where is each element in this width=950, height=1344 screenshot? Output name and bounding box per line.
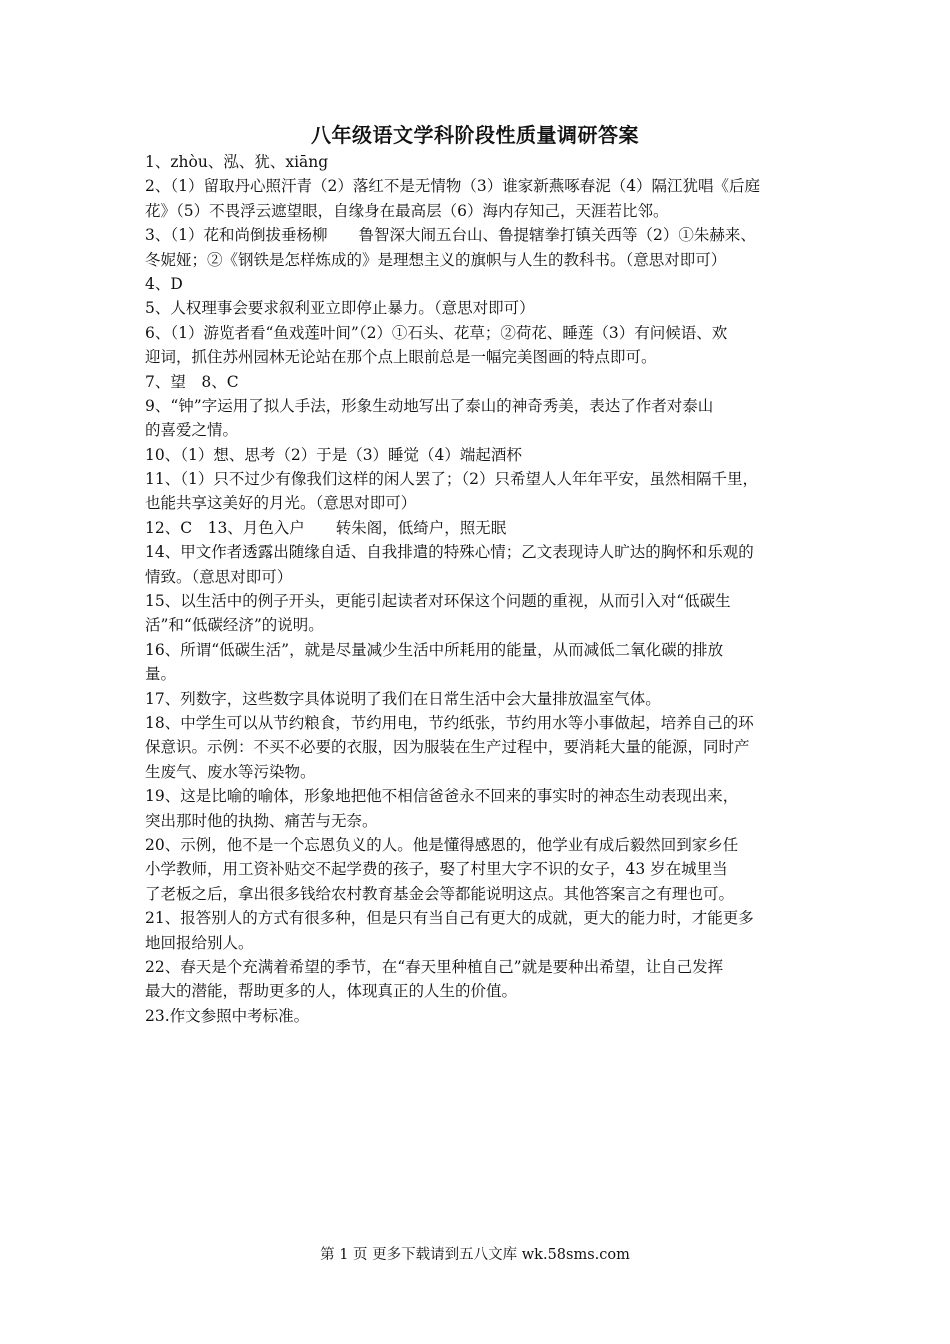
answer-line: 15、以生活中的例子开头，更能引起读者对环保这个问题的重视，从而引入对“低碳生 bbox=[145, 592, 731, 611]
answer-line: 23.作文参照中考标准。 bbox=[145, 1006, 310, 1025]
answer-line: 19、这是比喻的喻体，形象地把他不相信爸爸永不回来的事实时的神态生动表现出来， bbox=[145, 787, 739, 806]
answer-line: 21、报答别人的方式有很多种，但是只有当自己有更大的成就，更大的能力时，才能更多 bbox=[145, 909, 754, 928]
answer-line: 最大的潜能，帮助更多的人，体现真正的人生的价值。 bbox=[145, 982, 518, 1001]
answer-line: 生废气、废水等污染物。 bbox=[145, 762, 316, 781]
document-title: 八年级语文学科阶段性质量调研答案 bbox=[311, 123, 639, 147]
answer-line: 18、中学生可以从节约粮食，节约用电，节约纸张，节约用水等小事做起，培养自己的环 bbox=[145, 713, 754, 732]
answer-line: 保意识。示例：不买不必要的衣服，因为服装在生产过程中，要消耗大量的能源，同时产 bbox=[145, 738, 750, 757]
page-footer: 第 1 页 更多下载请到五八文库 wk.58sms.com bbox=[320, 1247, 630, 1263]
answer-line: 22、春天是个充满着希望的季节，在“春天里种植自己”就是要种出希望，让自己发挥 bbox=[145, 957, 724, 976]
answer-line: 2、（1）留取丹心照汗青（2）落红不是无情物（3）谁家新燕啄春泥（4）隔江犹唱《后庭 bbox=[145, 177, 761, 196]
answer-line: 的喜爱之情。 bbox=[145, 421, 239, 440]
answer-line: 20、示例，他不是一个忘恩负义的人。他是懂得感恩的，他学业有成后毅然回到家乡任 bbox=[145, 835, 739, 854]
answer-line: 7、望 8、C bbox=[145, 372, 239, 391]
answer-line: 迎词，抓住苏州园林无论站在那个点上眼前总是一幅完美图画的特点即可。 bbox=[145, 348, 657, 367]
answer-line: 也能共享这美好的月光。（意思对即可） bbox=[145, 494, 417, 513]
answer-line: 10、（1）想、思考（2）于是（3）睡觉（4）端起酒杯 bbox=[145, 445, 522, 464]
answer-line: 了老板之后，拿出很多钱给农村教育基金会等都能说明这点。其他答案言之有理也可。 bbox=[145, 884, 735, 903]
answer-line: 地回报给别人。 bbox=[145, 933, 254, 952]
answer-line: 12、C 13、月色入户 转朱阁，低绮户，照无眠 bbox=[145, 518, 507, 537]
answer-line: 11、（1）只不过少有像我们这样的闲人罢了；（2）只希望人人年年平安，虽然相隔千里， bbox=[145, 470, 758, 489]
answer-line: 量。 bbox=[145, 665, 177, 684]
answer-line: 活”和“低碳经济”的说明。 bbox=[145, 616, 324, 635]
answer-line: 16、所谓“低碳生活”，就是尽量减少生活中所耗用的能量，从而减低二氧化碳的排放 bbox=[145, 640, 724, 659]
answer-line: 情致。（意思对即可） bbox=[145, 567, 293, 586]
answer-line: 14、甲文作者透露出随缘自适、自我排遣的特殊心情；乙文表现诗人旷达的胸怀和乐观的 bbox=[145, 543, 754, 562]
answer-line: 6、（1）游览者看“鱼戏莲叶间”（2）①石头、花草；②荷花、睡莲（3）有问候语、欢 bbox=[145, 323, 728, 342]
answer-line: 突出那时他的执拗、痛苦与无奈。 bbox=[145, 811, 378, 830]
answer-list bbox=[145, 150, 807, 1028]
answer-line: 9、“钟”字运用了拟人手法，形象生动地写出了泰山的神奇秀美，表达了作者对泰山 bbox=[145, 396, 714, 415]
answer-line: 17、列数字，这些数字具体说明了我们在日常生活中会大量排放温室气体。 bbox=[145, 689, 661, 708]
answer-line: 1、zhòu、泓、犹、xiāng bbox=[145, 153, 329, 171]
answer-line: 3、（1）花和尚倒拔垂杨柳 鲁智深大闹五台山、鲁提辖拳打镇关西等（2）①朱赫来、 bbox=[145, 226, 756, 245]
answer-line: 冬妮娅；②《钢铁是怎样炼成的》是理想主义的旗帜与人生的教科书。（意思对即可） bbox=[145, 250, 727, 269]
answer-line: 4、D bbox=[145, 274, 183, 293]
answer-line: 小学教师，用工资补贴交不起学费的孩子，娶了村里大字不识的女子，43 岁在城里当 bbox=[145, 860, 728, 879]
answer-line: 5、人权理事会要求叙利亚立即停止暴力。（意思对即可） bbox=[145, 299, 535, 318]
answer-line: 花》（5）不畏浮云遮望眼，自缘身在最高层（6）海内存知己，天涯若比邻。 bbox=[145, 201, 669, 220]
